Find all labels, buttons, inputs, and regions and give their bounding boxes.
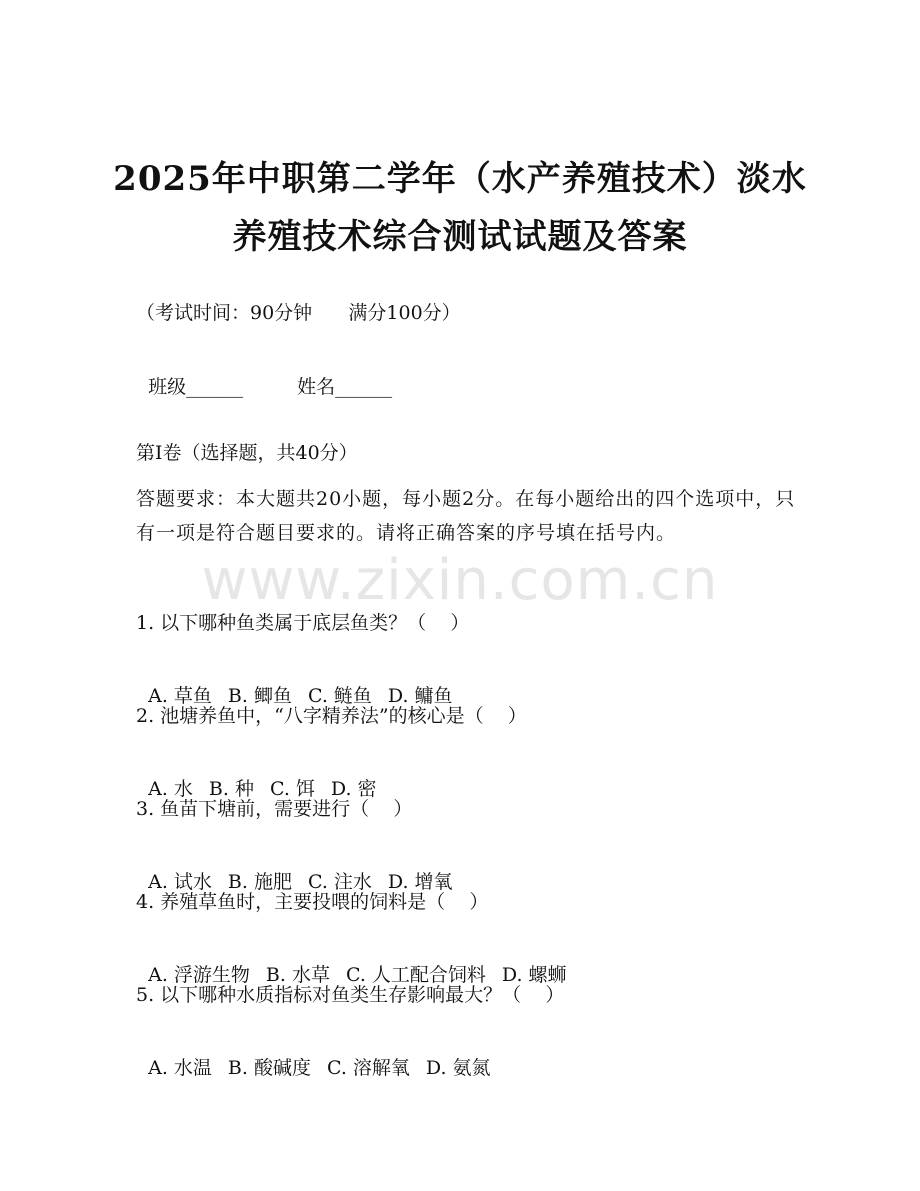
option: C. 注水 <box>307 871 372 893</box>
watermark: www.zixin.com.cn <box>201 548 719 613</box>
class-field-label: 班级______ <box>148 376 244 398</box>
option: D. 氨氮 <box>425 1057 491 1079</box>
question-options <box>136 657 469 709</box>
option: D. 鳙鱼 <box>387 685 453 707</box>
question-options <box>136 1029 507 1081</box>
option: D. 密 <box>330 778 377 800</box>
student-info-row <box>136 348 392 400</box>
title-line-2: 养殖技术综合测试试题及答案 <box>232 217 688 257</box>
document-title <box>0 150 920 266</box>
option: B. 酸碱度 <box>227 1057 311 1079</box>
option: B. 种 <box>208 778 254 800</box>
question-stem: 3. 鱼苗下塘前，需要进行（ ） <box>136 798 413 820</box>
question-options <box>136 843 469 895</box>
question-options <box>136 936 583 988</box>
option: B. 水草 <box>265 964 330 986</box>
name-field-label: 姓名______ <box>297 376 393 398</box>
option: B. 鲫鱼 <box>227 685 292 707</box>
option: C. 饵 <box>269 778 315 800</box>
option: C. 鲢鱼 <box>307 685 372 707</box>
option: C. 人工配合饲料 <box>345 964 486 986</box>
option: A. 草鱼 <box>148 685 212 707</box>
option: A. 水温 <box>148 1057 212 1079</box>
option: D. 螺蛳 <box>501 964 567 986</box>
section-instructions: 答题要求：本大题共20小题，每小题2分。在每小题给出的四个选项中，只有一项是符合题目要求的。请将正确答案的序号填在括号内。 <box>136 488 796 544</box>
title-line-1: 2025年中职第二学年（水产养殖技术）淡水 <box>113 159 807 199</box>
question-stem: 4. 养殖草鱼时，主要投喂的饲料是（ ） <box>136 891 489 913</box>
option: A. 试水 <box>148 871 212 893</box>
option: B. 施肥 <box>227 871 292 893</box>
option: A. 浮游生物 <box>148 964 250 986</box>
exam-info: （考试时间：90分钟 满分100分） <box>136 302 461 324</box>
question-options <box>136 750 393 802</box>
section-heading: 第Ⅰ卷（选择题，共40分） <box>136 442 358 464</box>
option: D. 增氧 <box>387 871 453 893</box>
option: C. 溶解氧 <box>326 1057 410 1079</box>
option: A. 水 <box>148 778 193 800</box>
question-stem: 5. 以下哪种水质指标对鱼类生存影响最大？（ ） <box>136 984 565 1006</box>
question-stem: 2. 池塘养鱼中，“八字精养法”的核心是（ ） <box>136 705 527 727</box>
question-stem: 1. 以下哪种鱼类属于底层鱼类？（ ） <box>136 612 470 634</box>
